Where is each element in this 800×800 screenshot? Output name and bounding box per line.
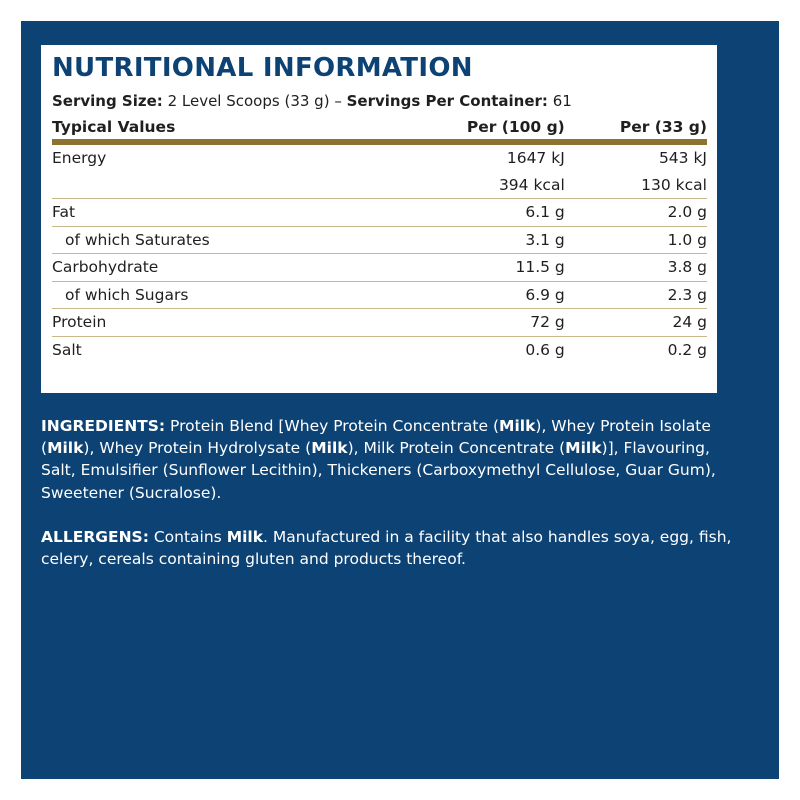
ingredients-allergen-bold: Milk [47,439,84,458]
row-name: Fat [52,199,393,227]
allergens-label: ALLERGENS: [41,528,149,546]
nutrition-card [41,45,717,393]
table-header-row [52,112,707,142]
allergens-bold-word: Milk [226,528,264,546]
row-per-100g: 0.6 g [525,340,565,359]
ingredients-part: ), Whey Protein Hydrolysate ( [83,439,312,458]
serving-size-value: 2 Level Scoops (33 g) [167,92,330,110]
row-name: Energy [52,149,107,168]
table-row [52,199,707,227]
row-name: of which Saturates [52,226,393,254]
row-per-100g: 72 g [393,309,565,337]
column-header-typical-values: Typical Values [52,112,393,142]
ingredients-part: Protein Blend [Whey Protein Concentrate ( [165,417,500,435]
column-header-per-serving: Per (33 g) [565,112,707,142]
ingredients-part: ), Milk Protein Concentrate ( [347,439,566,458]
row-per-100g: 11.5 g [393,254,565,282]
row-per-100g: 6.1 g [393,199,565,227]
allergens-text-after: . Manufactured in a facility that also handles soya, egg, fish, celery, cereals containing gluten and products thereof. [41,528,732,569]
row-per-serving: 0.2 g [667,340,707,359]
row-per-100g: 3.1 g [393,226,565,254]
table-row [52,336,707,363]
row-name: Protein [52,309,393,337]
row-name [52,172,393,199]
ingredients-allergen-bold: Milk [499,417,536,435]
row-per-serving: 2.0 g [565,199,707,227]
row-per-serving: 2.3 g [565,281,707,309]
column-header-per-100g: Per (100 g) [393,112,565,142]
row-name: of which Sugars [52,281,393,309]
row-per-100g: 1647 kJ [506,149,565,168]
ingredients-part: ), Whey Protein Isolate ( [41,417,711,458]
row-per-100g: 6.9 g [393,281,565,309]
serving-size-label: Serving Size: [52,92,163,110]
ingredients-allergen-bold: Milk [311,439,348,458]
allergens-text [41,526,741,570]
row-per-serving: 1.0 g [565,226,707,254]
ingredients-label: INGREDIENTS: [41,417,166,435]
row-per-serving: 3.8 g [565,254,707,282]
ingredients-text [41,415,741,504]
row-per-100g: 394 kcal [393,172,565,199]
nutrition-table [52,112,707,363]
table-row [52,309,707,337]
servings-per-container-label: Servings Per Container: [346,92,548,110]
table-row [52,281,707,309]
allergens-text-before: Contains [148,528,227,546]
row-per-serving: 24 g [565,309,707,337]
serving-info [52,91,707,111]
table-row [52,226,707,254]
serving-separator: – [334,92,342,110]
row-name: Salt [52,340,82,359]
row-per-serving: 130 kcal [565,172,707,199]
servings-per-container-value: 61 [552,92,572,110]
table-row [52,172,707,199]
nutrition-title: NUTRITIONAL INFORMATION [52,53,473,83]
row-per-serving: 543 kJ [658,149,707,168]
table-row [52,142,707,172]
ingredients-allergen-bold: Milk [565,439,602,458]
table-row [52,254,707,282]
ingredients-part: )], Flavouring, Salt, Emulsifier (Sunflower Lecithin), Thickeners (Carboxymethyl Cellulose, Guar Gum), Sweetener (Sucralose). [41,439,716,502]
row-name: Carbohydrate [52,254,393,282]
